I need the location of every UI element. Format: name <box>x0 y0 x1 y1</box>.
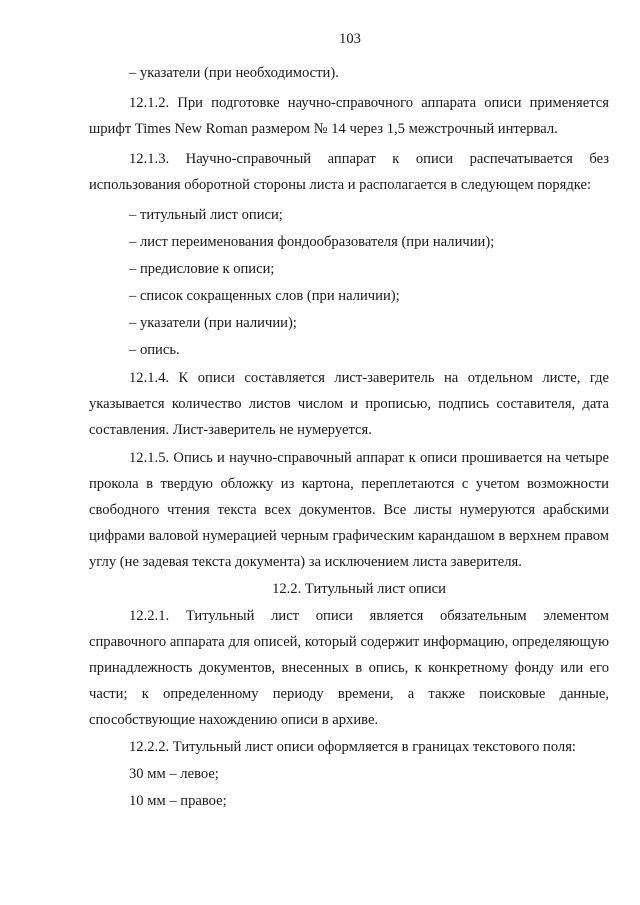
list-item: – лист переименования фондообразователя (при наличии); <box>129 234 495 250</box>
page-content <box>89 60 609 814</box>
paragraph-12-2-1: 12.2.1. Титульный лист описи является обязательным элементом справочного аппарата для описей, который содержит информацию, определяющую принадлежность документов, внесенных в опись, к конкретному фонду или его части; к определенному периоду времени, а также поисковые данные, способствующие нахождению описи в архиве. <box>89 608 609 728</box>
section-heading: 12.2. Титульный лист описи <box>272 581 446 597</box>
paragraph-12-1-2: 12.1.2. При подготовке научно-справочного аппарата описи применяется шрифт Times New Roman размером № 14 через 1,5 межстрочный интервал. <box>89 95 609 137</box>
page-number: 103 <box>339 31 361 47</box>
paragraph-12-1-5: 12.1.5. Опись и научно-справочный аппарат к описи прошивается на четыре прокола в твердую обложку из картона, переплетаются с учетом возможности свободного чтения текста всех документов. Все листы нумеруются арабскими цифрами валовой нумерацией черным графическим карандашом в верхнем правом углу (не задевая текста документа) за исключением листа заверителя. <box>89 450 609 570</box>
paragraph-12-2-2: 12.2.2. Титульный лист описи оформляется в границах текстового поля: <box>129 739 576 755</box>
list-item: – титульный лист описи; <box>129 207 283 223</box>
list-item: – опись. <box>129 342 180 358</box>
paragraph-12-1-3: 12.1.3. Научно-справочный аппарат к описи распечатывается без использования оборотной стороны листа и располагается в следующем порядке: <box>89 151 609 193</box>
list-item: – список сокращенных слов (при наличии); <box>129 288 400 304</box>
list-item: – предисловие к описи; <box>129 261 275 277</box>
list-item: – указатели (при необходимости). <box>129 65 339 81</box>
margin-item: 10 мм – правое; <box>129 793 227 809</box>
margin-item: 30 мм – левое; <box>129 766 219 782</box>
list-item: – указатели (при наличии); <box>129 315 297 331</box>
paragraph-12-1-4: 12.1.4. К описи составляется лист-заверитель на отдельном листе, где указывается количество листов числом и прописью, подпись составителя, дата составления. Лист-заверитель не нумеруется. <box>89 370 609 438</box>
